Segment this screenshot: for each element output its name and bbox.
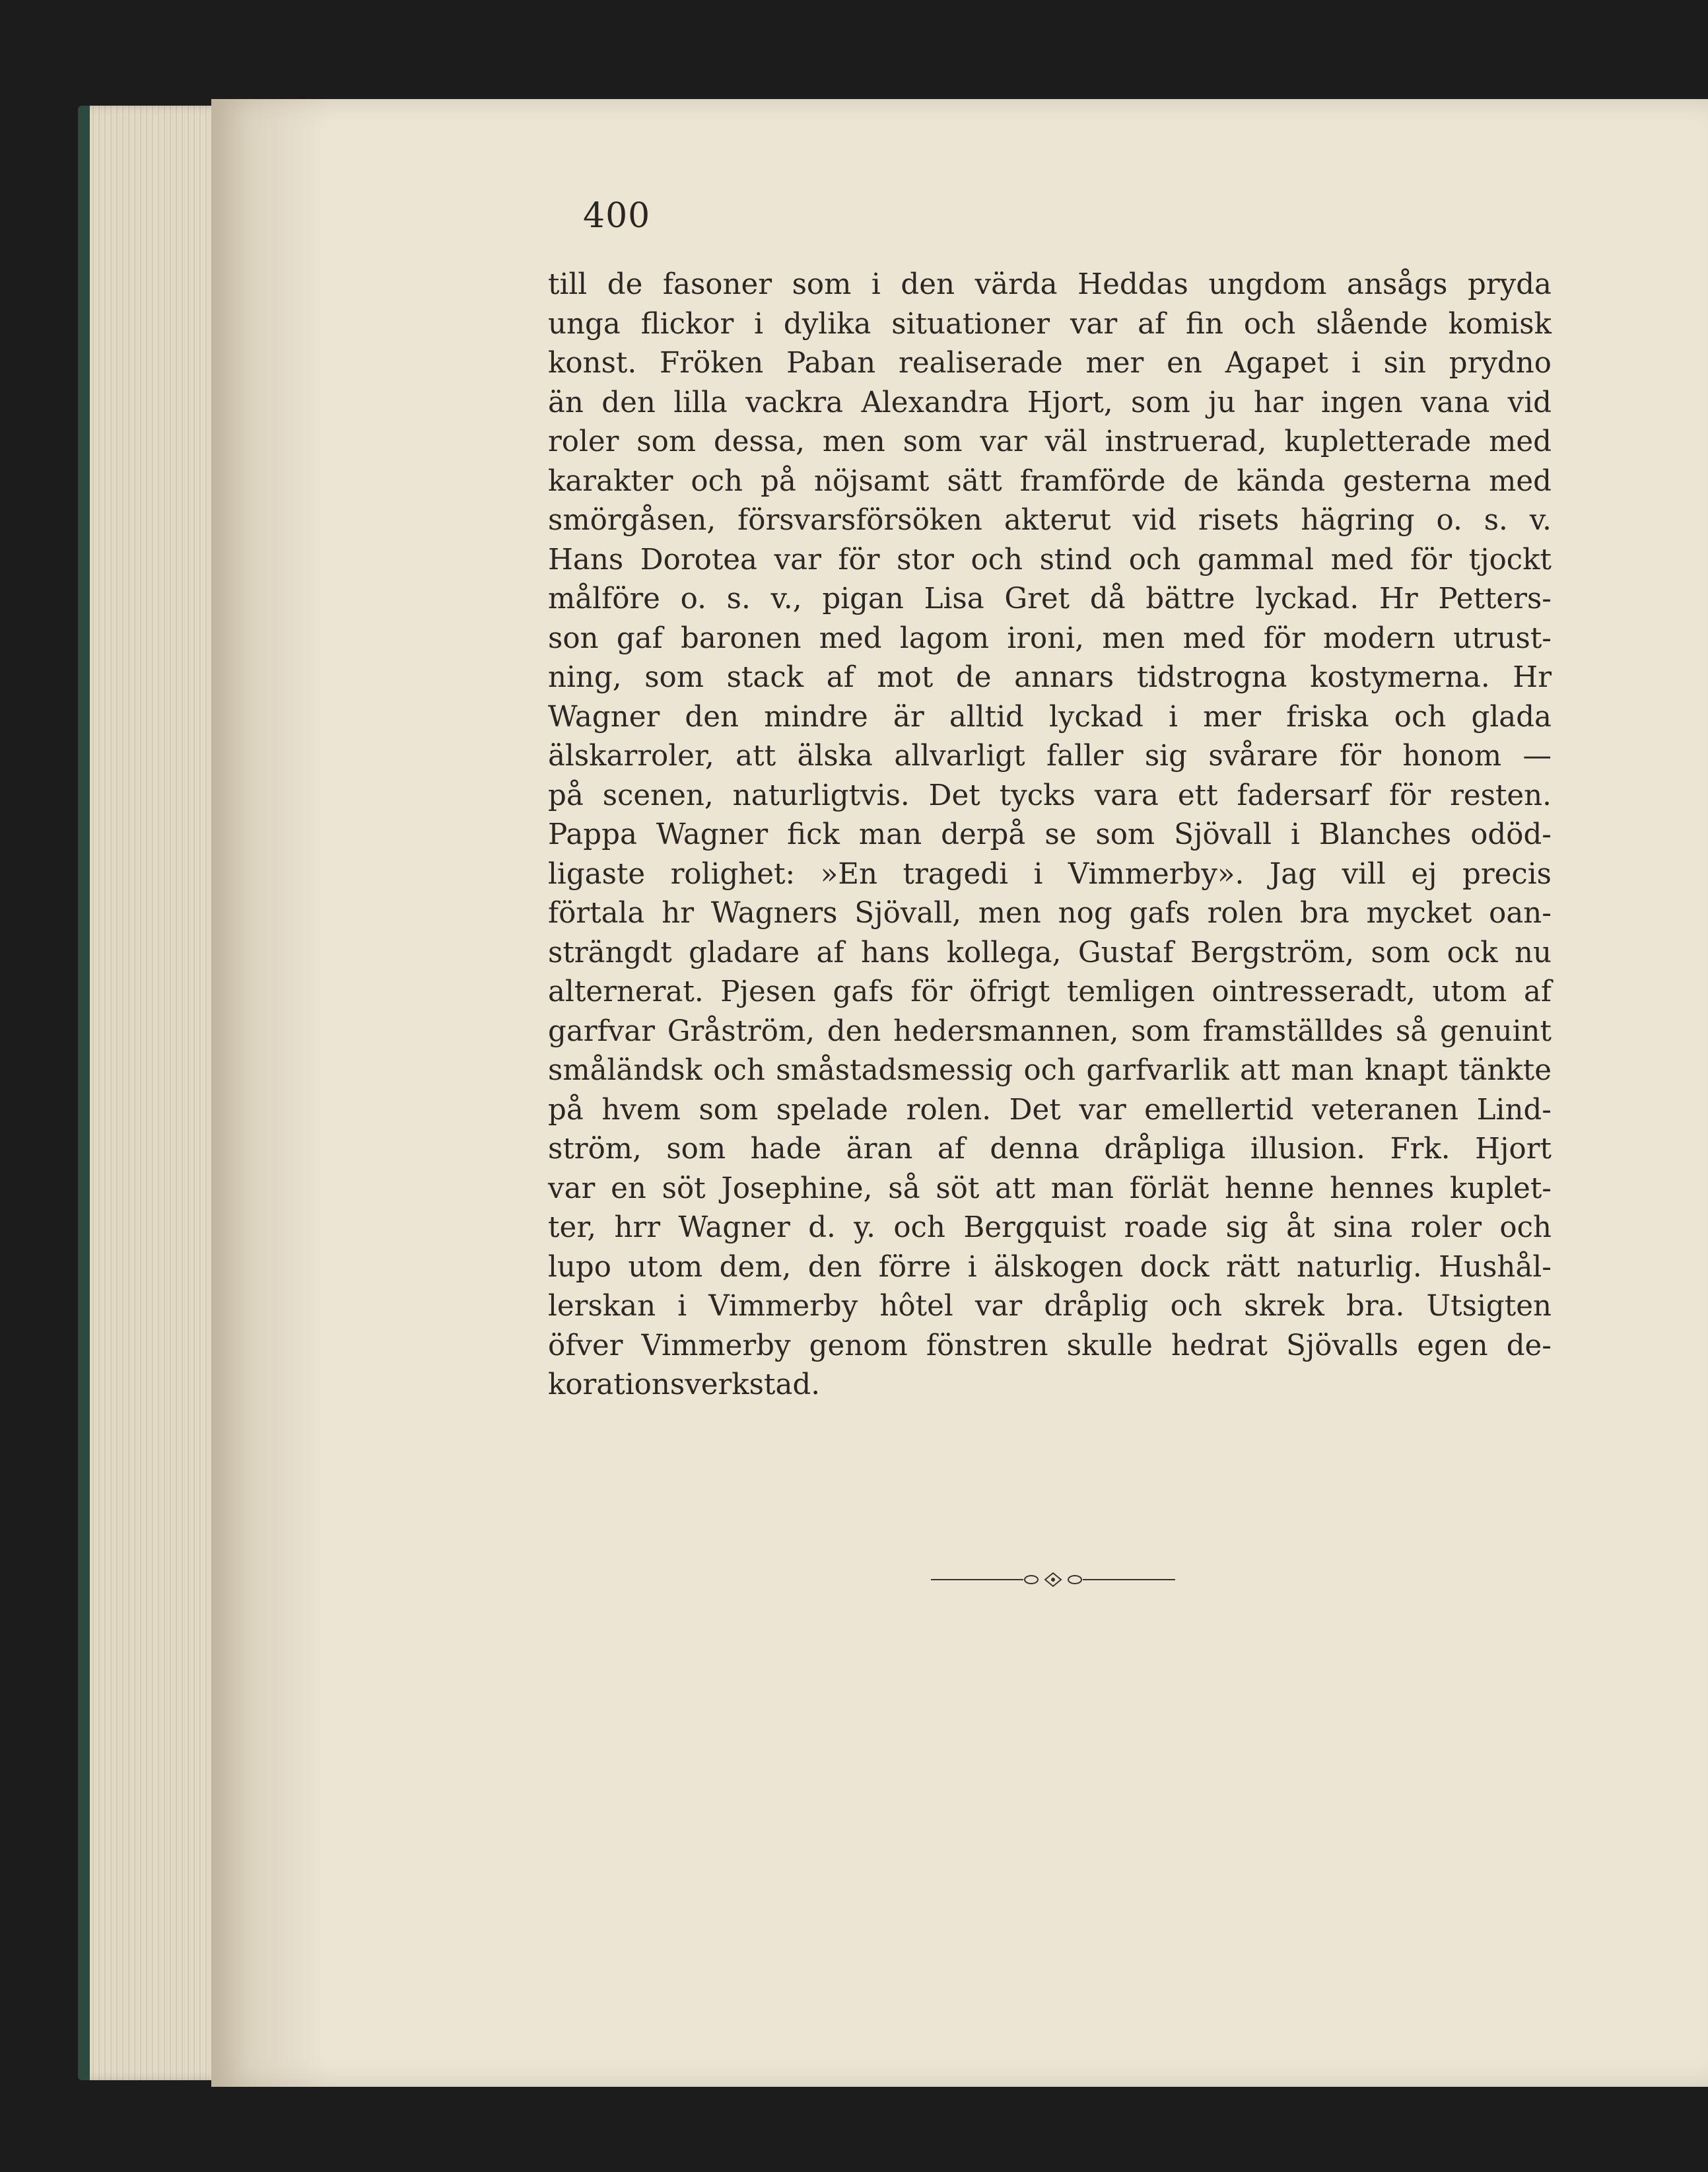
text-line: lupo utom dem, den förre i älskogen dock rätt naturlig. Hushål-: [548, 1250, 1552, 1284]
text-line: garfvar Gråström, den hedersmannen, som framställdes så genuint: [548, 1014, 1552, 1048]
text-line: småländsk och småstadsmessig och garfvarlik att man knapt tänkte: [548, 1054, 1552, 1087]
page-number: 400: [583, 196, 651, 236]
text-line: på scenen, naturligtvis. Det tycks vara ett fadersarf för resten.: [548, 779, 1552, 812]
text-line: än den lilla vackra Alexandra Hjort, som ju har ingen vana vid: [548, 386, 1552, 419]
text-line: smörgåsen, försvarsförsöken akterut vid risets hägring o. s. v.: [548, 504, 1552, 537]
text-line: på hvem som spelade rolen. Det var emellertid veteranen Lind-: [548, 1093, 1552, 1127]
text-line: ligaste rolighet: »En tragedi i Vimmerby». Jag vill ej precis: [548, 857, 1552, 891]
text-line: son gaf baronen med lagom ironi, men med för modern utrust-: [548, 621, 1552, 655]
text-line: Wagner den mindre är alltid lyckad i mer friska och glada: [548, 700, 1552, 734]
text-line: älskarroler, att älska allvarligt faller sig svårare för honom —: [548, 740, 1552, 773]
text-line: alternerat. Pjesen gafs för öfrigt temligen ointresseradt, utom af: [548, 975, 1552, 1008]
text-line: målföre o. s. v., pigan Lisa Gret då bättre lyckad. Hr Petters-: [548, 582, 1552, 615]
text-line: ning, som stack af mot de annars tidstrogna kostymerna. Hr: [548, 661, 1552, 694]
body-text: [548, 265, 1552, 1405]
section-divider-ornament: [931, 1572, 1175, 1588]
text-line: var en söt Josephine, så söt att man förlät henne hennes kuplet-: [548, 1172, 1552, 1205]
text-line: Hans Dorotea var för stor och stind och gammal med för tjockt: [548, 543, 1552, 577]
text-line: roler som dessa, men som var väl instruerad, kupletterade med: [548, 425, 1552, 458]
text-line: öfver Vimmerby genom fönstren skulle hedrat Sjövalls egen de-: [548, 1329, 1552, 1362]
text-line: karakter och på nöjsamt sätt framförde de kända gesterna med: [548, 464, 1552, 498]
text-line: konst. Fröken Paban realiserade mer en Agapet i sin prydno: [548, 347, 1552, 380]
gutter-shadow: [211, 99, 330, 2087]
text-line: lerskan i Vimmerby hôtel var dråplig och skrek bra. Utsigten: [548, 1290, 1552, 1323]
text-line: Pappa Wagner fick man derpå se som Sjövall i Blanches odöd-: [548, 818, 1552, 851]
text-line: unga flickor i dylika situationer var af fin och slående komisk: [548, 307, 1552, 341]
text-line: till de fasoner som i den värda Heddas ungdom ansågs pryda: [548, 268, 1552, 301]
text-line: ter, hrr Wagner d. y. och Bergquist roade sig åt sina roler och: [548, 1211, 1552, 1244]
text-line: korationsverkstad.: [548, 1368, 821, 1401]
text-line: förtala hr Wagners Sjövall, men nog gafs rolen bra mycket oan-: [548, 897, 1552, 930]
text-line: strängdt gladare af hans kollega, Gustaf Bergström, som ock nu: [548, 936, 1552, 969]
text-line: ström, som hade äran af denna dråpliga illusion. Frk. Hjort: [548, 1133, 1552, 1166]
